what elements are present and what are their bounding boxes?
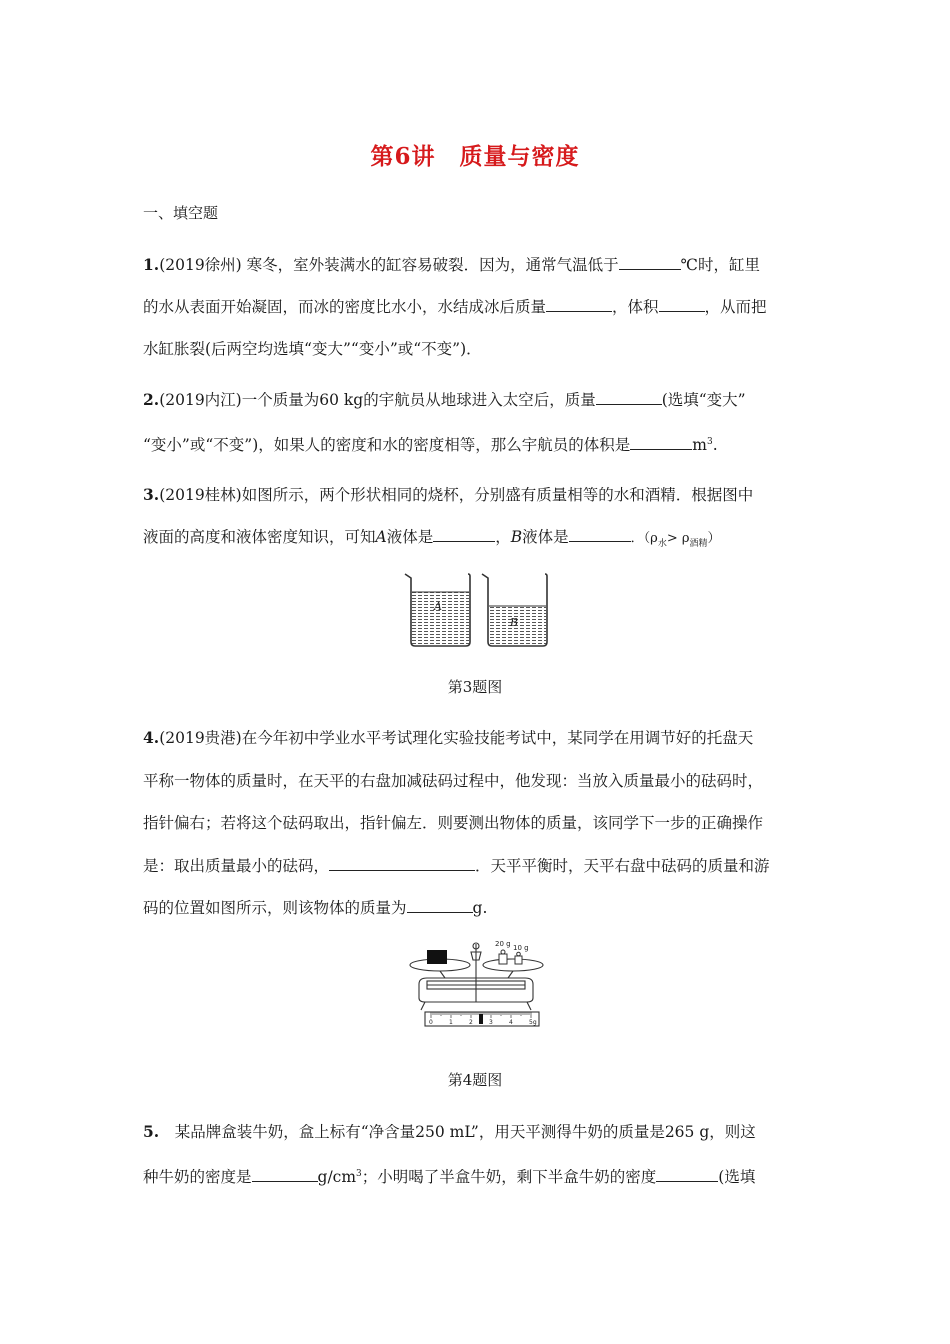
beaker-b-label: B [510, 616, 519, 629]
answer-blank [619, 254, 681, 270]
q5-line-2: 种牛奶的密度是 $g/cm^3$；小明喝了半盒牛奶，剩下半盒牛奶的密度 (选填 [143, 1168, 756, 1187]
beaker-a [405, 574, 470, 646]
answer-blank [659, 296, 705, 312]
weights [499, 950, 522, 964]
scale-tick-label: 5g [529, 1019, 537, 1026]
figure-3-caption: 第3题图 [447, 678, 503, 696]
scale-tick-label: 2 [469, 1019, 473, 1026]
beaker-b [482, 574, 547, 646]
q1-line-2: 的水从表面开始凝固，而冰的密度比水小，水结成冰后质量 ，体积 ，从而把 [143, 298, 767, 316]
page-title: 第6讲 质量与密度 [370, 143, 580, 170]
q2-line-2: “变小”或“不变”)，如果人的密度和水的密度相等，那么宇航员的体积是 $m^3$. [143, 436, 718, 455]
weight-20g-label: 20 g [495, 940, 511, 948]
answer-blank [407, 897, 473, 913]
q3-line-2: 液面的高度和液体密度知识，可知A液体是 ，B液体是 ．$(\rho_水> \rho_{酒精})$ [143, 528, 721, 550]
beaker-a-label: A [434, 600, 442, 613]
weight-10g-label: 10 g [513, 944, 529, 952]
answer-blank [433, 526, 495, 542]
scale-tick-label: 3 [489, 1019, 493, 1026]
q4-line-1: 4.(2019贵港)在今年初中学业水平考试理化实验技能考试中，某同学在用调节好的托盘天 [143, 728, 754, 747]
figure-4-caption: 第4题图 [447, 1071, 503, 1089]
answer-blank [252, 1166, 318, 1182]
scale-tick-label: 4 [509, 1019, 513, 1026]
q1-line-3: 水缸胀裂(后两空均选填“变大”“变小”或“不变”)． [143, 340, 482, 358]
rider [479, 1014, 483, 1024]
q4-line-2: 平称一物体的质量时，在天平的右盘加减砝码过程中，他发现：当放入质量最小的砝码时， [143, 772, 764, 790]
q5-number: 5. [143, 1122, 160, 1141]
answer-blank [329, 855, 475, 871]
q4-line-5: 码的位置如图所示，则该物体的质量为 g. [143, 899, 488, 917]
q1-number: 1. [143, 255, 160, 274]
scale-tick-label: 1 [449, 1019, 453, 1026]
q4-line-3: 指针偏右；若将这个砝码取出，指针偏左．则要测出物体的质量，该同学下一步的正确操作 [143, 814, 764, 832]
q2-number: 2. [143, 390, 160, 409]
balance-figure [405, 938, 545, 1034]
q4-line-4: 是：取出质量最小的砝码， ．天平平衡时，天平右盘中砝码的质量和游 [143, 857, 770, 875]
q5-line-1: 5. 某品牌盒装牛奶，盒上标有“净含量250 mL”，用天平测得牛奶的质量是265 g，则这 [143, 1122, 756, 1141]
q3-line-1: 3.(2019桂林)如图所示，两个形状相同的烧杯，分别盛有质量相等的水和酒精．根据图中 [143, 485, 754, 504]
beakers-figure [400, 570, 560, 650]
q2-line-1: 2.(2019内江)一个质量为60 kg的宇航员从地球进入太空后，质量 (选填“变大” [143, 390, 746, 409]
answer-blank [596, 389, 662, 405]
object-block [427, 950, 447, 964]
answer-blank [630, 434, 692, 450]
q3-number: 3. [143, 485, 160, 504]
q4-number: 4. [143, 728, 160, 747]
scale-tick-label: 0 [429, 1019, 433, 1026]
answer-blank [656, 1166, 718, 1182]
q1-line-1: 1.(2019徐州) 寒冬，室外装满水的缸容易破裂．因为，通常气温低于 ℃时，缸里 [143, 255, 761, 274]
section-heading: 一、填空题 [143, 204, 219, 222]
answer-blank [569, 526, 631, 542]
answer-blank [546, 296, 612, 312]
